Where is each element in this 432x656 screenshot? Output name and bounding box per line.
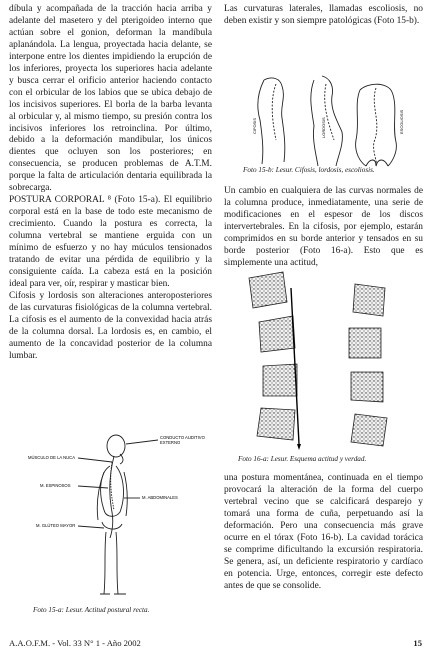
body-paragraph: una postura momentánea, continuada en el tiempo provocará la alteración de la forma del cuerpo vertebral vecino que se calcificará desparejo y tomará una forma de cuña, perpetuando así la deformación. Pero una consecuencia más grave ocurre en el tórax (Foto 16-b). La cavidad torácica se comprime dificultando la excursión respiratoria. Se genera, así, un deficiente respiratorio y cardíaco en potencia. Urge, entonces, corregir este defecto antes de que se consolide. bbox=[224, 473, 423, 591]
label-gluteo: M. GLÚTEO MAYOR bbox=[36, 523, 76, 528]
label-externo: EXTERNO bbox=[160, 440, 181, 445]
figure-spine-curvatures bbox=[242, 70, 408, 169]
body-paragraph: Cifosis y lordosis son alteraciones anteroposteriores de las curvaturas fisiológicas de la columna vertebral. La cifosis es el aumento de la convexidad hacia atrás de la columna dorsal. La lordosis es, en cambio, el aumento de la concavidad posterior de la columna lumbar. bbox=[9, 290, 212, 361]
label-conducto: CONDUCTO AUDITIVO bbox=[160, 435, 205, 440]
label-lordosis: LORDOSIS bbox=[321, 117, 326, 138]
right-column bbox=[224, 4, 423, 28]
left-column bbox=[9, 4, 212, 363]
figure-vertebrae-schema bbox=[237, 268, 413, 455]
label-nuca: MÚSCULO DE LA NUCA bbox=[28, 455, 76, 460]
body-paragraph: Un cambio en cualquiera de las curvas normales de la columna produce, inmediatamente, una serie de modificaciones en el espesor de los discos intervertebrales. En la cifosis, por ejemplo, estarán comprimidos en su borde anterior y tensados en su borde posterior (Foto 16-a). Esto que es simplemente una actitud, bbox=[224, 186, 423, 268]
label-escoliosis: ESCOLIOSIS bbox=[399, 109, 404, 134]
caption-foto-15a: Foto 15-a: Lesur. Actitud postural recta. bbox=[33, 606, 150, 614]
label-abdominales: M. ABDOMINALES bbox=[142, 495, 178, 500]
page-number: 15 bbox=[413, 638, 422, 648]
label-espinosos: M. ESPINOSOS bbox=[40, 483, 71, 488]
right-column-middle bbox=[224, 186, 423, 270]
caption-foto-16a: Foto 16-a: Lesur. Esquema actitud y verdad. bbox=[238, 455, 367, 463]
body-paragraph: Las curvaturas laterales, llamadas escoliosis, no deben existir y son siempre patológicas (Foto 15-b). bbox=[224, 4, 423, 26]
journal-footer: A.A.O.F.M. - Vol. 33 N° 1 - Año 2002 bbox=[9, 638, 141, 648]
label-cifosis: CIFOSIS bbox=[252, 117, 257, 134]
figure-posture bbox=[20, 432, 206, 602]
caption-foto-15b: Foto 15-b: Lesur. Cifosis, lordosis, escoliosis. bbox=[243, 166, 375, 174]
right-column-continuation bbox=[224, 473, 423, 593]
body-paragraph: POSTURA CORPORAL ⁸ (Foto 15-a). El equilibrio corporal está en la base de todo este mecanismo de crecimiento. Cuando la postura es correcta, la columna vertebral se mantiene erguida con un mínimo de esfuerzo y no hay múculos tensionados tratando de evitar una pérdida de equilibrio y la consiguiente caída. La cabeza está en la posición ideal para ver, oír, respirar y masticar bien. bbox=[9, 195, 212, 289]
body-paragraph: díbula y acompañada de la tracción hacia arriba y adelante del masetero y del pterigoideo interno que actúan sobre el gonion, deforman la mandíbula aplanándola. La lengua, proyectada hacia delante, se interpone entre los dientes impidiendo la erupción de los inferiores, proyecta los superiores hacia adelante y busca cerrar el orificio anterior haciendo contacto con el orbicular de los labios que se ubica debajo de los incisivos superiores. El borla de la barba levanta al orbicular y, al mismo tiempo, su presión contra los incisivos inferiores los retroinclina. Por último, debido a la deformación mandibular, los únicos dientes que ocluyen son los posteriores; en consecuencia, se producen problemas de A.T.M. porque la falta de articulación dentaria equilibrada la sobrecarga. bbox=[9, 4, 212, 194]
